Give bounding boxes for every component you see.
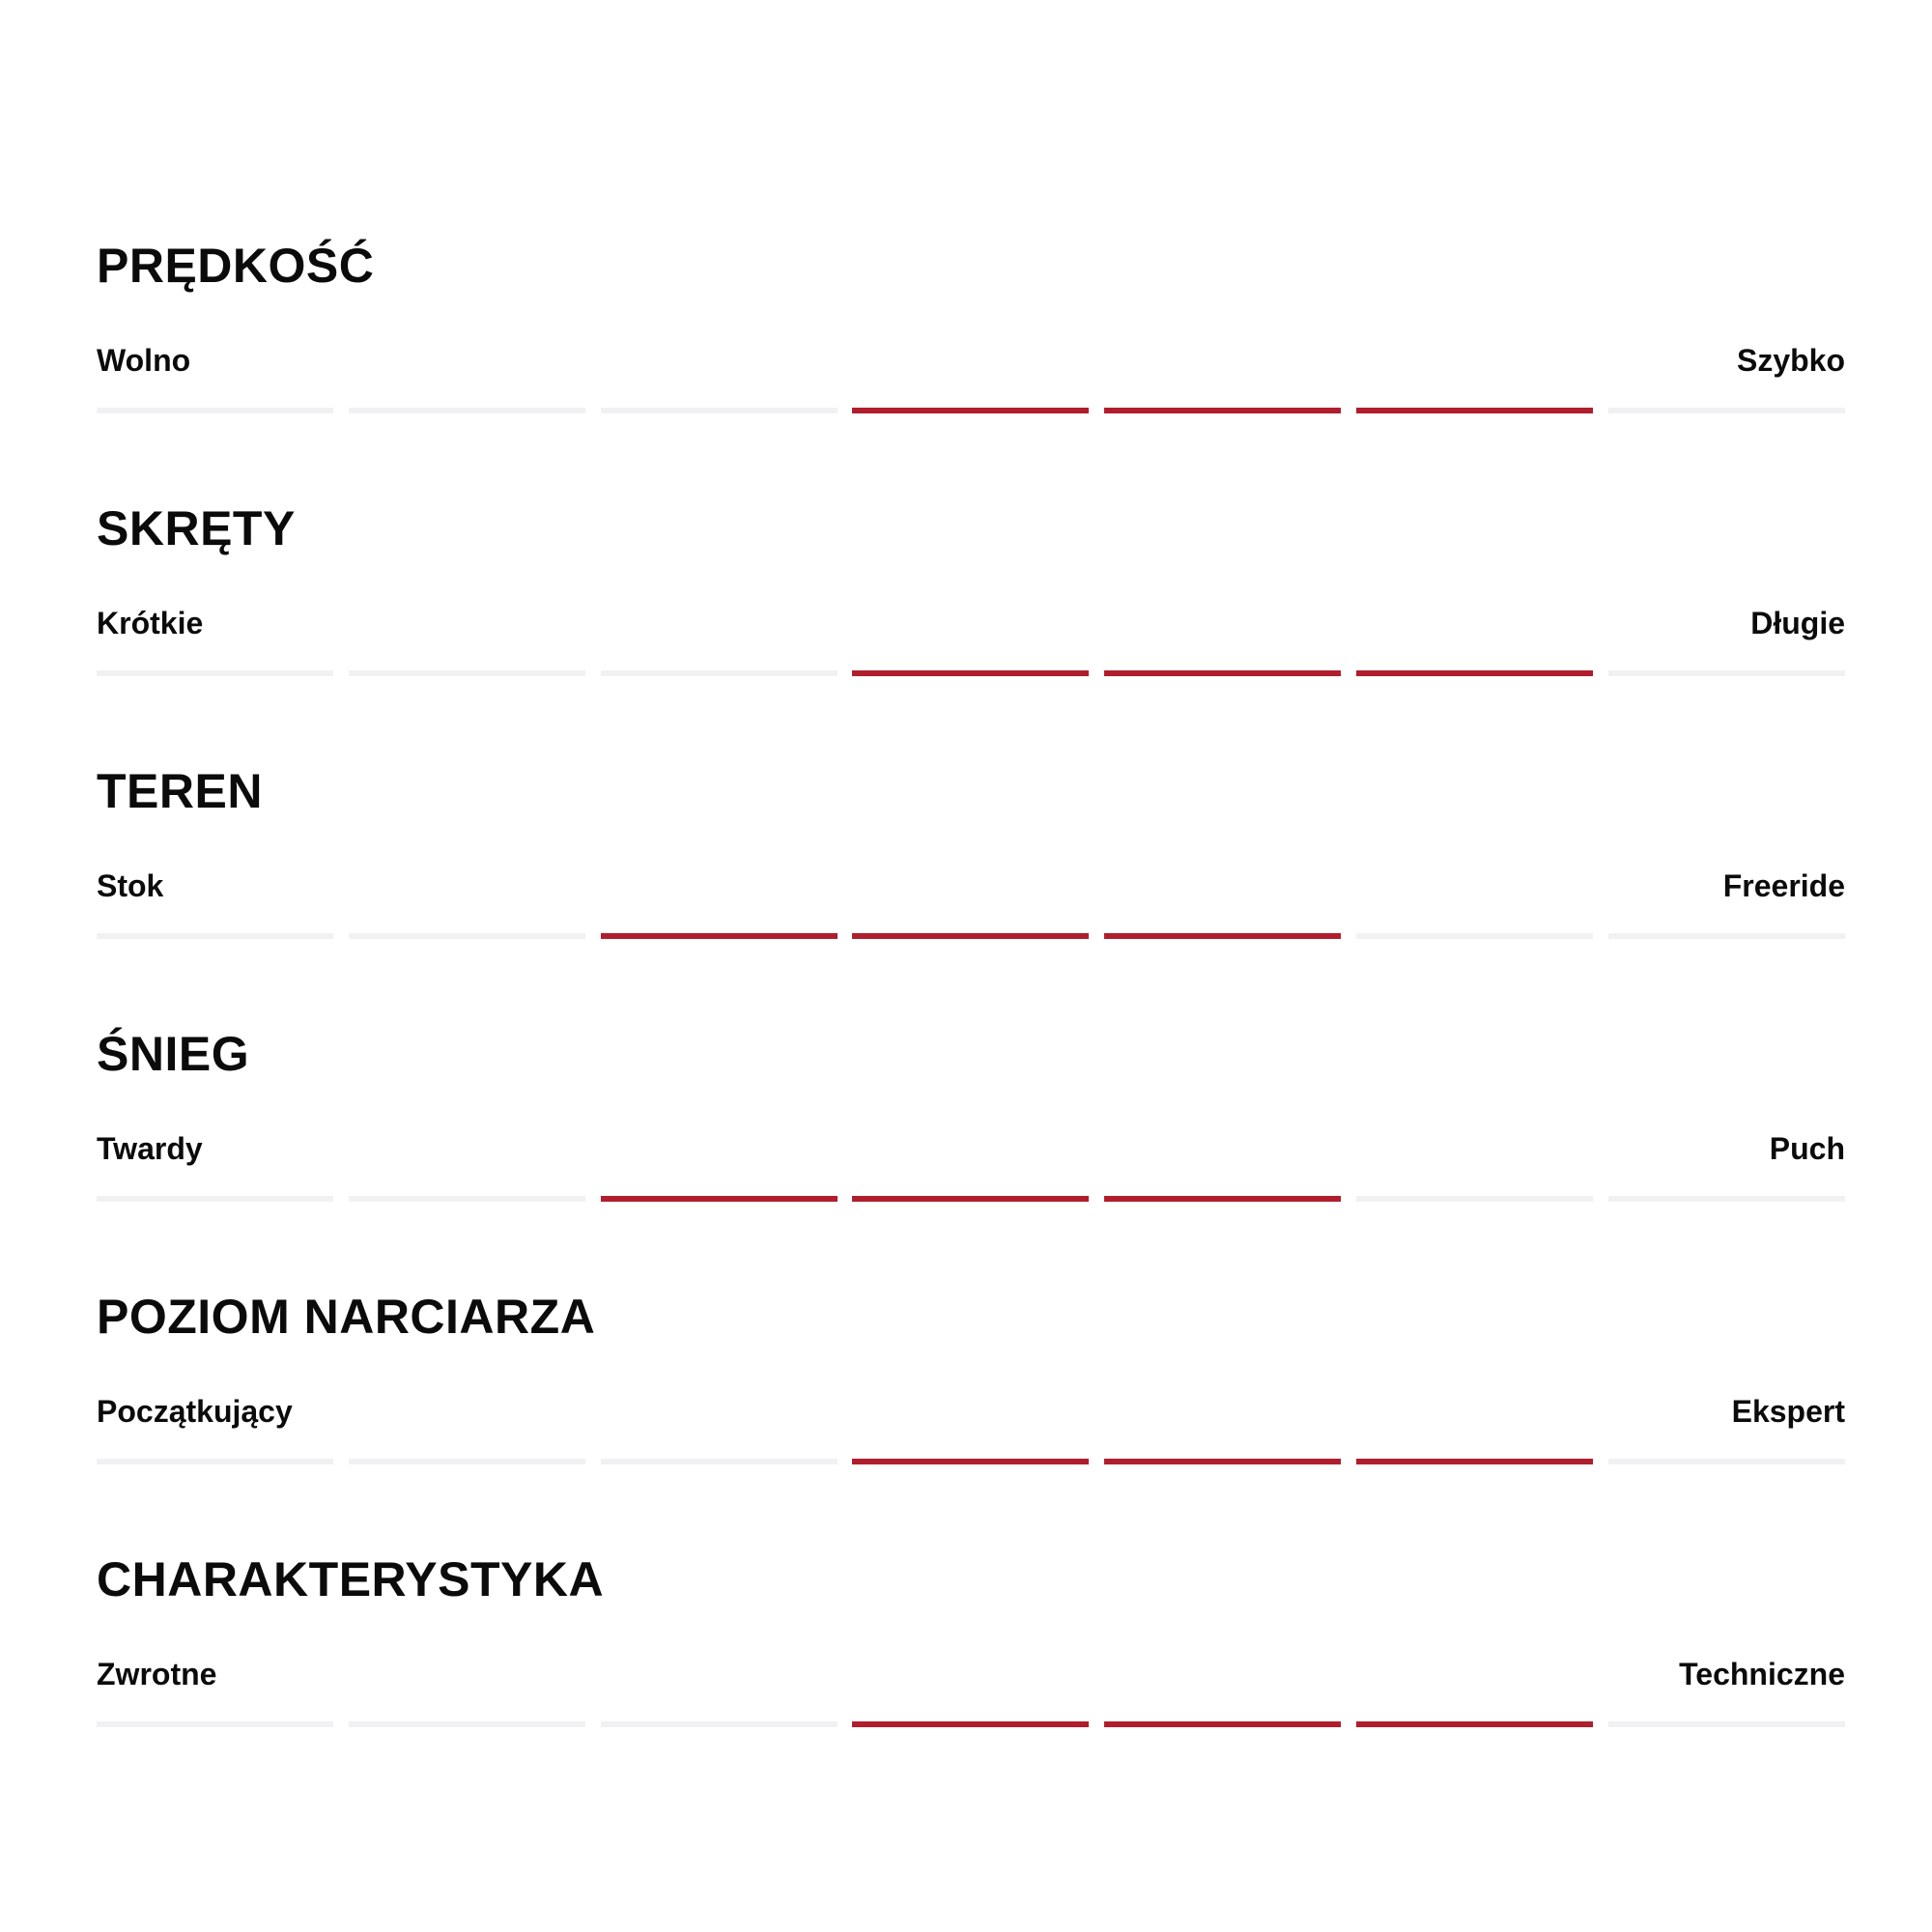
rating-title: POZIOM NARCIARZA	[97, 1290, 596, 1344]
scale-segment-filled	[1356, 1721, 1593, 1727]
scale-min-label: Twardy	[97, 1131, 203, 1166]
scale-labels	[97, 603, 1845, 643]
scale-segment-filled	[1356, 670, 1593, 676]
rating-poziom-narciarza	[97, 1285, 1845, 1548]
scale-segment-empty	[349, 1196, 585, 1202]
scale-segment-empty	[1608, 933, 1845, 939]
rating-scale	[97, 1721, 1845, 1727]
scale-max-label: Techniczne	[1679, 1657, 1845, 1691]
scale-max-label: Puch	[1769, 1131, 1845, 1166]
scale-segment-empty	[349, 1721, 585, 1727]
scale-segment-filled	[1104, 1196, 1341, 1202]
scale-segment-empty	[349, 408, 585, 413]
scale-segment-filled	[852, 670, 1089, 676]
rating-scale	[97, 1459, 1845, 1464]
scale-segment-empty	[349, 1459, 585, 1464]
scale-segment-empty	[1608, 670, 1845, 676]
scale-segment-filled	[1356, 1459, 1593, 1464]
scale-segment-empty	[1608, 1196, 1845, 1202]
scale-segment-empty	[97, 1721, 333, 1727]
scale-max-label: Freeride	[1722, 868, 1845, 903]
scale-segment-filled	[601, 1196, 838, 1202]
scale-segment-empty	[1356, 933, 1593, 939]
scale-segment-filled	[601, 933, 838, 939]
ratings-list	[97, 234, 1845, 1810]
scale-segment-filled	[852, 1721, 1089, 1727]
scale-labels	[97, 1391, 1845, 1432]
scale-min-label: Stok	[97, 868, 164, 903]
rating-title: ŚNIEG	[97, 1027, 250, 1081]
rating-charakterystyka	[97, 1548, 1845, 1810]
rating-title: PRĘDKOŚĆ	[97, 239, 375, 293]
rating-snieg	[97, 1022, 1845, 1285]
scale-segment-empty	[601, 1459, 838, 1464]
rating-scale	[97, 933, 1845, 939]
scale-labels	[97, 1654, 1845, 1694]
scale-segment-filled	[852, 933, 1089, 939]
scale-segment-empty	[1608, 1459, 1845, 1464]
rating-scale	[97, 670, 1845, 676]
rating-scale	[97, 1196, 1845, 1202]
scale-segment-empty	[97, 408, 333, 413]
scale-labels	[97, 340, 1845, 381]
scale-segment-filled	[1104, 408, 1341, 413]
scale-segment-filled	[852, 1196, 1089, 1202]
scale-segment-empty	[349, 670, 585, 676]
scale-segment-empty	[349, 933, 585, 939]
scale-labels	[97, 866, 1845, 906]
scale-max-label: Ekspert	[1731, 1394, 1845, 1429]
scale-segment-empty	[601, 408, 838, 413]
scale-segment-empty	[97, 1196, 333, 1202]
scale-segment-empty	[97, 1459, 333, 1464]
rating-predkosc	[97, 234, 1845, 497]
scale-segment-filled	[852, 1459, 1089, 1464]
rating-scale	[97, 408, 1845, 413]
scale-min-label: Wolno	[97, 343, 191, 378]
rating-skrety	[97, 497, 1845, 759]
scale-segment-filled	[1104, 1459, 1341, 1464]
scale-segment-empty	[1356, 1196, 1593, 1202]
rating-title: CHARAKTERYSTYKA	[97, 1552, 605, 1606]
rating-title: SKRĘTY	[97, 501, 296, 555]
scale-segment-filled	[852, 408, 1089, 413]
scale-min-label: Początkujący	[97, 1394, 293, 1429]
scale-segment-filled	[1104, 670, 1341, 676]
scale-min-label: Zwrotne	[97, 1657, 217, 1691]
scale-segment-empty	[601, 670, 838, 676]
rating-title: TEREN	[97, 764, 263, 818]
scale-segment-filled	[1104, 1721, 1341, 1727]
scale-segment-empty	[1608, 1721, 1845, 1727]
scale-segment-empty	[601, 1721, 838, 1727]
scale-max-label: Długie	[1750, 606, 1845, 640]
scale-segment-empty	[97, 670, 333, 676]
scale-min-label: Krótkie	[97, 606, 204, 640]
scale-segment-filled	[1356, 408, 1593, 413]
rating-teren	[97, 759, 1845, 1022]
scale-segment-filled	[1104, 933, 1341, 939]
scale-max-label: Szybko	[1736, 343, 1845, 378]
scale-segment-empty	[1608, 408, 1845, 413]
scale-labels	[97, 1128, 1845, 1169]
scale-segment-empty	[97, 933, 333, 939]
